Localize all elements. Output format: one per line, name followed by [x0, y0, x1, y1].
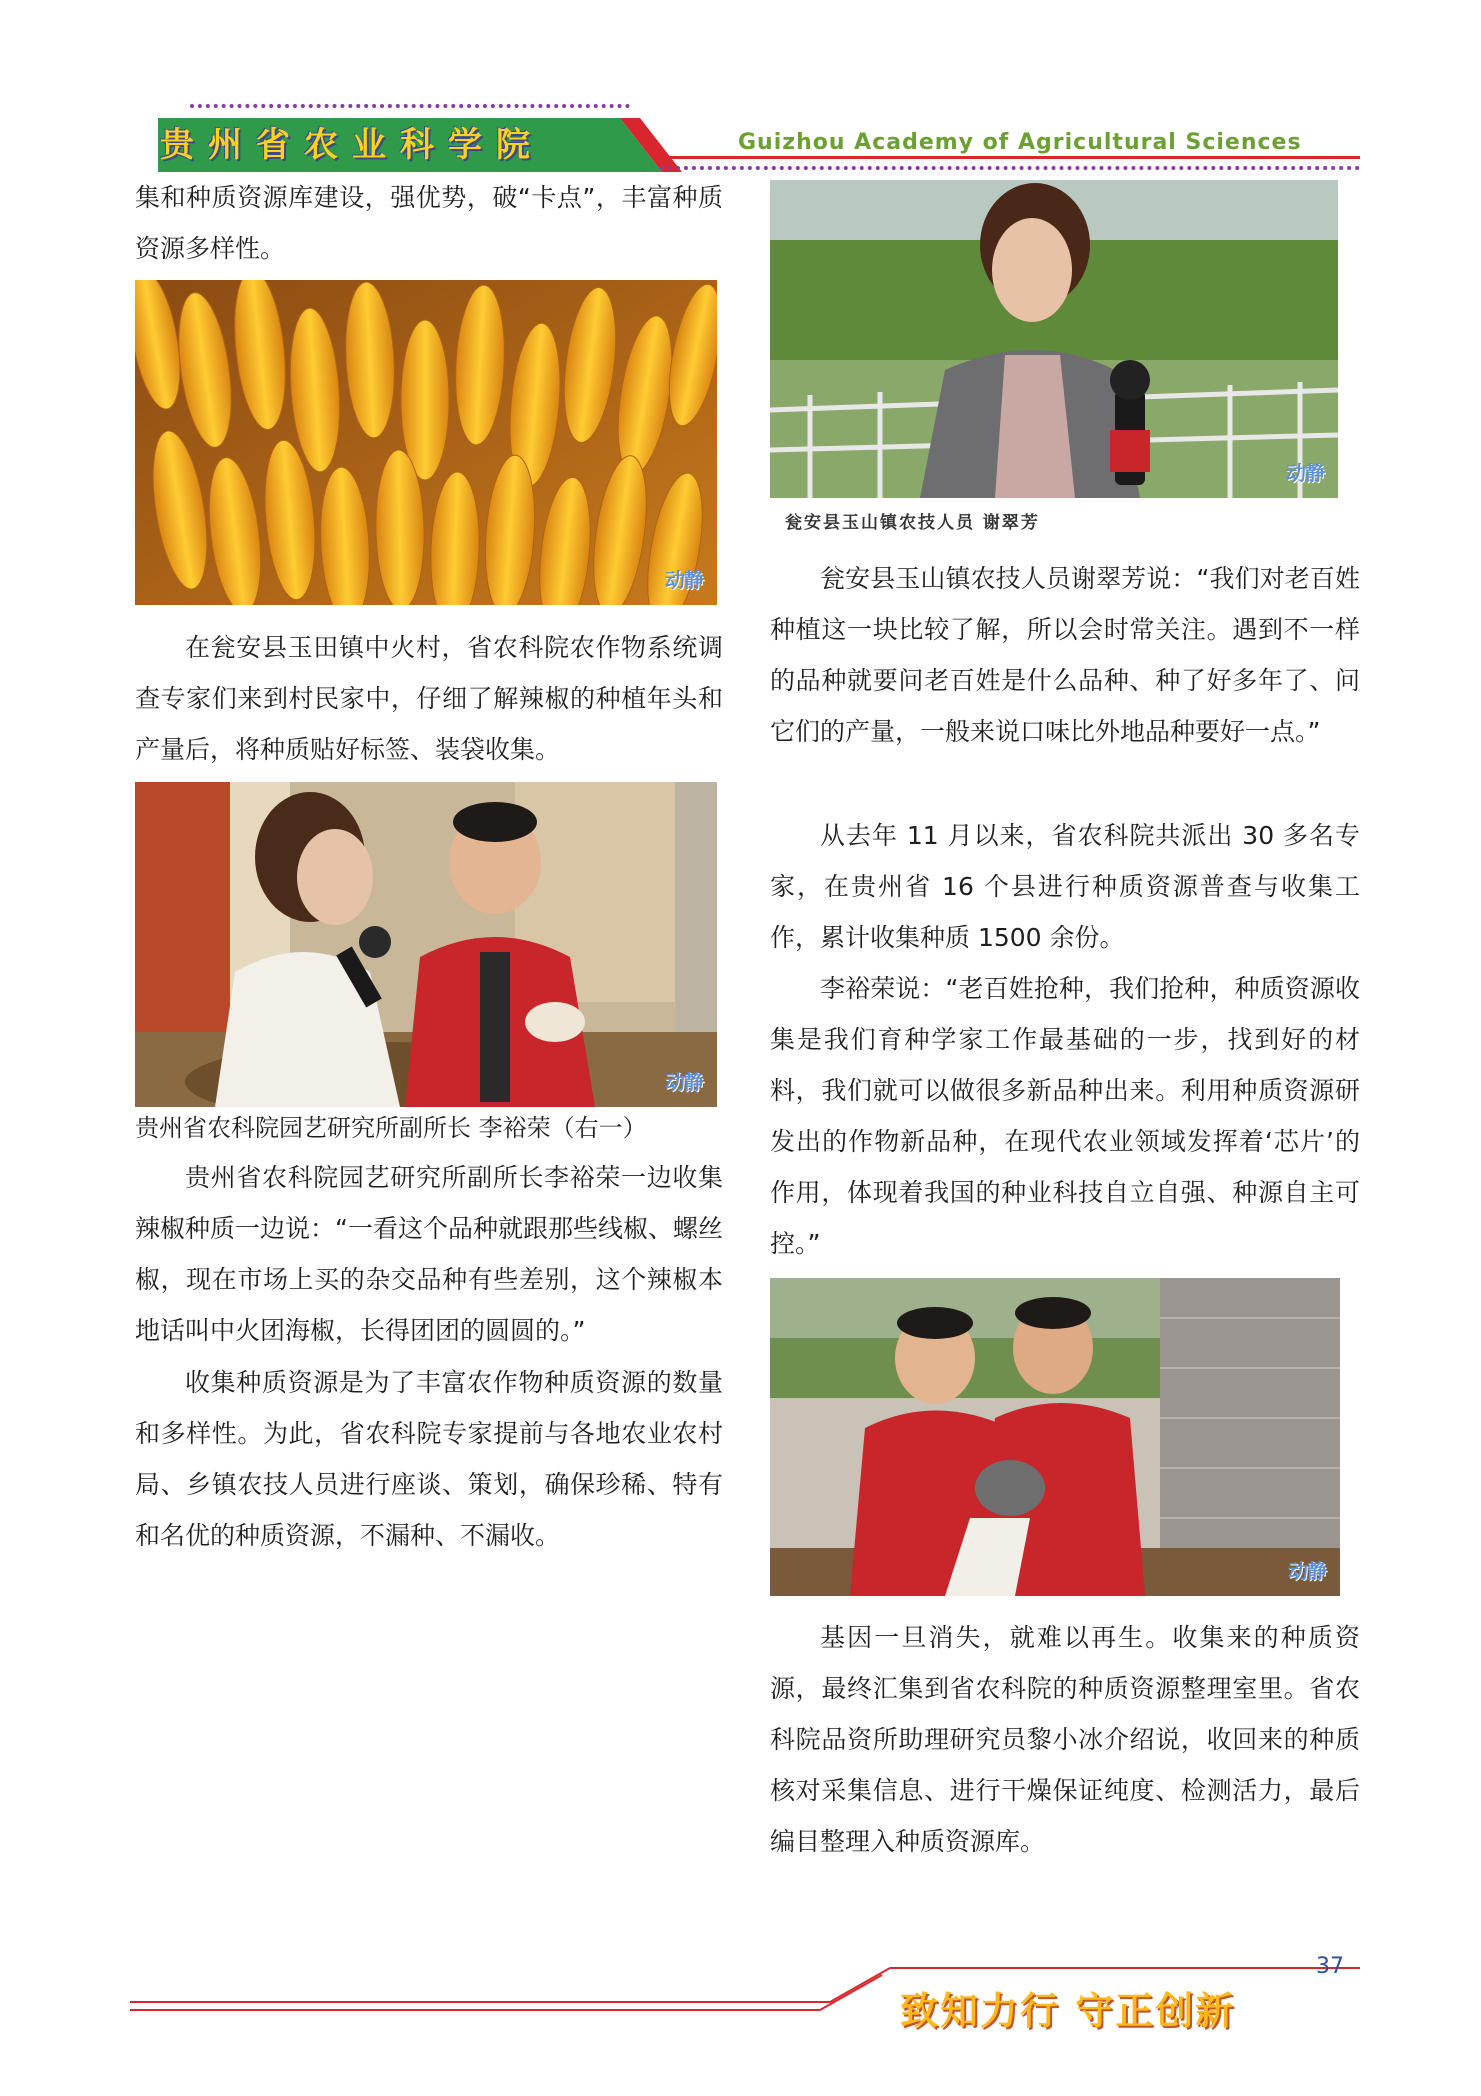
- page-number: 37: [1316, 1954, 1344, 1979]
- article-paragraph: 贵州省农科院园艺研究所副所长李裕荣一边收集辣椒种质一边说：“一看这个品种就跟那些线椒、螺丝椒，现在市场上买的杂交品种有些差别，这个辣椒本地话叫中火团海椒，长得团团的圆圆的。”: [135, 1163, 723, 1345]
- photo-watermark: 动静: [665, 568, 703, 592]
- photo-caption: 贵州省农科院园艺研究所副所长 李裕荣（右一）: [135, 1114, 647, 1142]
- article-paragraph: 在瓮安县玉田镇中火村，省农科院农作物系统调查专家们来到村民家中，仔细了解辣椒的种植年头和产量后，将种质贴好标签、装袋收集。: [135, 633, 723, 764]
- photo-collecting-seeds: [770, 1278, 1340, 1596]
- photo-hanging-corn: [135, 280, 717, 605]
- article-paragraph: 从去年 11 月以来，省农科院共派出 30 多名专家，在贵州省 16 个县进行种质资源普查与收集工作，累计收集种质 1500 余份。: [770, 821, 1360, 952]
- photo-interview-xie-cuifang: [770, 180, 1338, 498]
- article-paragraph: 基因一旦消失，就难以再生。收集来的种质资源，最终汇集到省农科院的种质资源整理室里。省农科院品资所助理研究员黎小冰介绍说，收回来的种质核对采集信息、进行干燥保证纯度、检测活力，最后编目整理入种质资源库。: [770, 1623, 1360, 1856]
- header-title-cn: 贵州省农业科学院: [160, 125, 544, 165]
- photo-interview-li-yurong: [135, 782, 717, 1107]
- article-paragraph: 瓮安县玉山镇农技人员谢翠芳说：“我们对老百姓种植这一块比较了解，所以会时常关注。遇到不一样的品种就要问老百姓是什么品种、种了好多年了、问它们的产量，一般来说口味比外地品种要好一点。”: [770, 564, 1360, 746]
- footer-slogan: 致知力行 守正创新: [900, 1989, 1236, 2033]
- photo-watermark: 动静: [665, 1070, 703, 1094]
- photo-caption: 瓮安县玉山镇农技人员 谢翠芳: [785, 513, 1040, 533]
- article-paragraph: 李裕荣说：“老百姓抢种，我们抢种，种质资源收集是我们育种学家工作最基础的一步，找到好的材料，我们就可以做很多新品种出来。利用种质资源研发出的作物新品种，在现代农业领域发挥着‘芯片’的作用，体现着我国的种业科技自立自强、种源自主可控。”: [770, 974, 1360, 1258]
- photo-watermark: 动静: [1288, 1559, 1326, 1583]
- photo-watermark: 动静: [1286, 461, 1324, 485]
- article-paragraph: 集和种质资源库建设，强优势，破“卡点”，丰富种质资源多样性。: [135, 183, 723, 263]
- header-dotted-rule: [660, 166, 1360, 170]
- header-title-en: Guizhou Academy of Agricultural Sciences: [738, 130, 1302, 155]
- article-paragraph: 收集种质资源是为了丰富农作物种质资源的数量和多样性。为此，省农科院专家提前与各地农业农村局、乡镇农技人员进行座谈、策划，确保珍稀、特有和名优的种质资源，不漏种、不漏收。: [135, 1368, 723, 1550]
- header-red-rule: [660, 156, 1360, 159]
